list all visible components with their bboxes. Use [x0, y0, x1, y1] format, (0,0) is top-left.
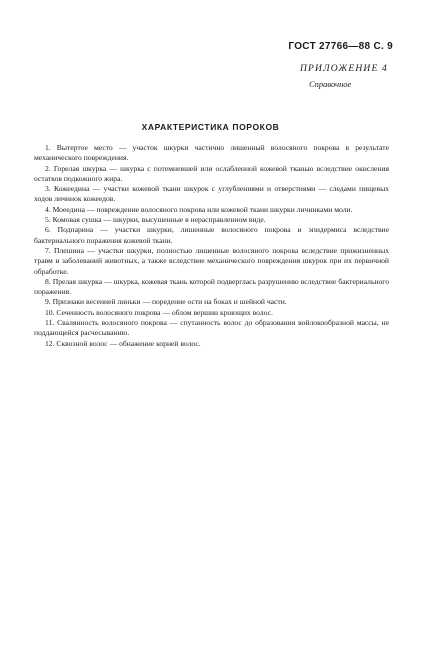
list-item: 4. Моеедина — повреждение волосяного покрова или кожевой ткани шкурки личинками моли.: [45, 204, 353, 214]
list-item: 9. Признаки весенней линьки — поредение ости на боках и шейной части.: [45, 297, 287, 307]
list-item: 6. Подпарина — участки шкурки, лишенные волосяного покрова и эпидермиса вследствие бактериального поражения кожевой ткани.: [34, 225, 389, 245]
appendix-label: ПРИЛОЖЕНИЕ 4: [299, 64, 388, 74]
list-item: 5. Комовая сушка — шкурки, высушенные в нерасправленном виде.: [45, 215, 266, 225]
list-item: 8. Прелая шкурка — шкурка, кожевая ткань которой подверглась разрушению вследствие бактериального поражения.: [34, 276, 389, 297]
list-item: 1. Вытертое место — участок шкурки частично лишенный волосяного покрова в результате механического повреждения.: [34, 143, 389, 163]
list-item: 3. Кожеедина — участки кожевой ткани шкурок с углублениями и отверстиями — следами пищевых ходов личинок кожеедов.: [34, 184, 389, 204]
list-item: 10. Сеченность волосяного покрова — облом вершин кроющих волос.: [45, 307, 273, 317]
list-item: 7. Плешина — участки шкурки, полностью лишенные волосяного покрова вследствие прижизненных травм и заболеваний животных, а также вследствие механического повреждения шкурок при их первичной обработке.: [34, 245, 389, 276]
list-item: 2. Горелая шкурка — шкурка с потемневшей или ослабленной кожевой тканью вследствие окисления остатков подкожного жира.: [34, 163, 389, 183]
page-header: ГОСТ 27766—88 С. 9: [288, 41, 393, 52]
appendix-note: Справочное: [309, 79, 352, 89]
defects-list: [34, 143, 389, 349]
section-title: ХАРАКТЕРИСТИКА ПОРОКОВ: [141, 122, 280, 132]
list-item: 12. Сквозной волос — обнажение корней волос.: [45, 338, 201, 348]
list-item: 11. Свалянность волосяного покрова — спутанность волос до образования войлокообразной массы, не поддающейся расчесыванию.: [34, 318, 389, 338]
